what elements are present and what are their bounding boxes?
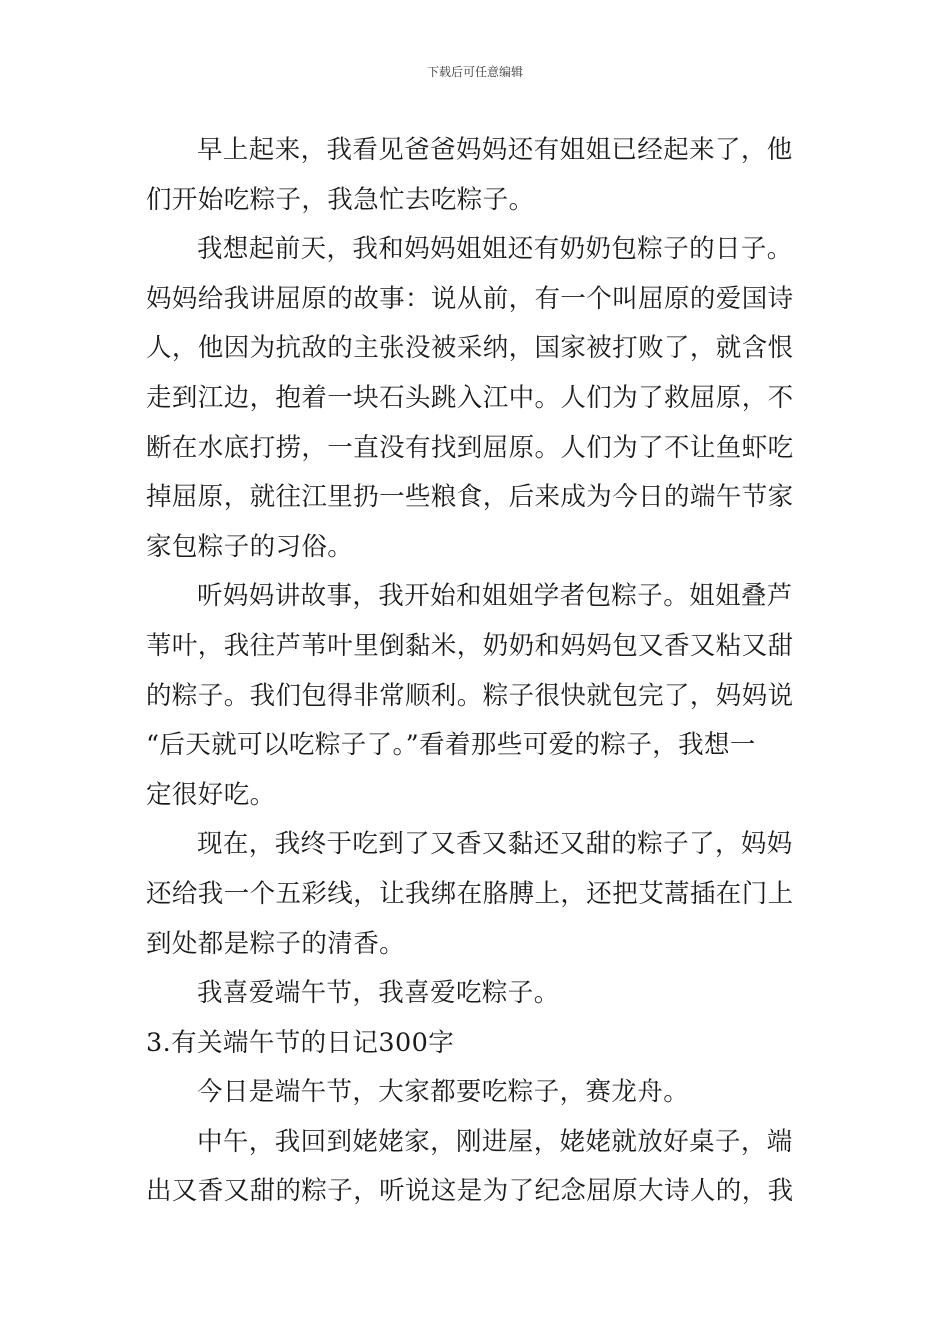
text-line: 断在水底打捞，一直没有找到屈原。人们为了不让鱼虾吃	[146, 432, 794, 463]
text-line: 我喜爱端午节，我喜爱吃粽子。	[197, 978, 560, 1009]
page-header: 下载后可任意编辑	[426, 65, 523, 79]
text-line: 走到江边，抱着一块石头跳入江中。人们为了救屈原，不	[146, 382, 794, 413]
text-line: 早上起来，我看见爸爸妈妈还有姐姐已经起来了，他	[197, 135, 793, 165]
text-line: 出又香又甜的粽子，听说这是为了纪念屈原大诗人的，我	[146, 1176, 794, 1207]
text-line: 还给我一个五彩线，让我绑在胳膊上，还把艾蒿插在门上	[146, 878, 794, 909]
text-line: 听妈妈讲故事，我开始和姐姐学者包粽子。姐姐叠芦	[197, 581, 793, 612]
text-line: “后天就可以吃粽子了。”看着那些可爱的粽子，我想一	[146, 730, 756, 761]
text-line: 掉屈原，就往江里扔一些粮食，后来成为今日的端午节家	[146, 482, 794, 513]
text-line: 今日是端午节，大家都要吃粽子，赛龙舟。	[197, 1077, 690, 1108]
text-line: 到处都是粽子的清香。	[146, 928, 406, 959]
text-line: 妈妈给我讲屈原的故事：说从前，有一个叫屈原的爱国诗	[146, 283, 794, 314]
text-line: 中午，我回到姥姥家，刚进屋，姥姥就放好桌子，端	[197, 1126, 793, 1157]
text-line: 的粽子。我们包得非常顺利。粽子很快就包完了，妈妈说	[146, 680, 794, 711]
text-line: 们开始吃粽子，我急忙去吃粽子。	[146, 184, 535, 215]
text-line: 苇叶，我往芦苇叶里倒黏米，奶奶和妈妈包又香又粘又甜	[146, 630, 794, 661]
document-body	[146, 126, 808, 1217]
text-line: 家包粽子的习俗。	[146, 531, 354, 562]
text-line: 我想起前天，我和妈妈姐姐还有奶奶包粽子的日子。	[197, 234, 793, 265]
section-heading: 3.有关端午节的日记300字	[146, 1027, 455, 1058]
text-line: 现在，我终于吃到了又香又黏还又甜的粽子了，妈妈	[197, 829, 793, 860]
text-line: 人，他因为抗敌的主张没被采纳，国家被打败了，就含恨	[146, 333, 794, 364]
text-line: 定很好吃。	[146, 779, 276, 810]
